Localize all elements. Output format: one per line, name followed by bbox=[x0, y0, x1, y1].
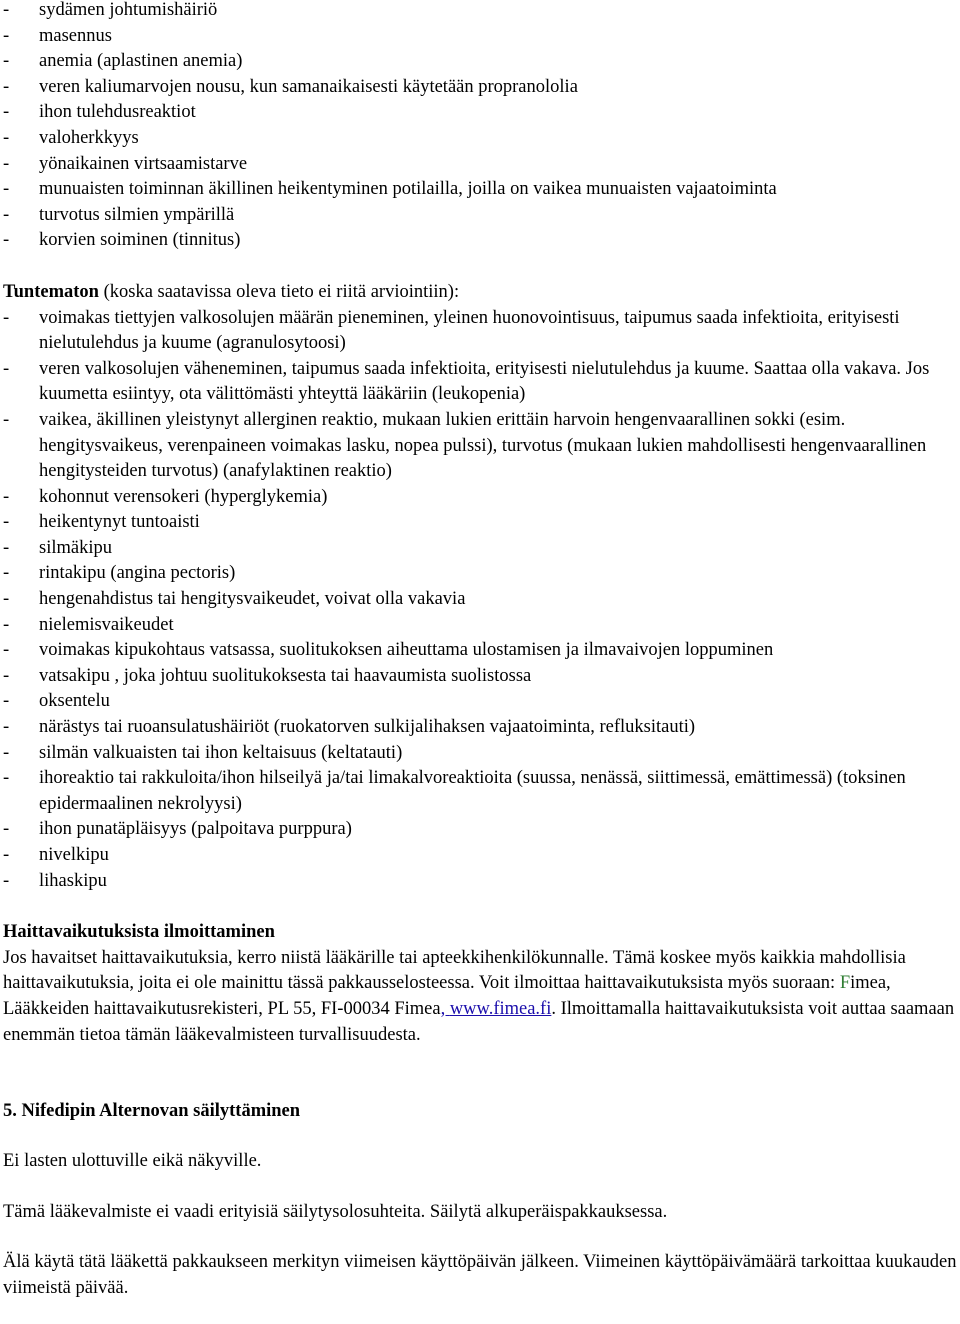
list-item: - ihon punatäpläisyys (palpoitava purppura) bbox=[3, 819, 352, 840]
side-effects-list-2 bbox=[3, 306, 960, 895]
list-item: - valoherkkyys bbox=[3, 127, 139, 148]
storage-paragraph-3: Älä käytä tätä lääkettä pakkaukseen merkityn viimeisen käyttöpäivän jälkeen. Viimeinen käyttöpäivämäärä tarkoittaa kuukauden viimeistä päivää. bbox=[3, 1251, 957, 1298]
list-item: - munuaisten toiminnan äkillinen heikentyminen potilailla, joilla on vaikea munuaisten vajaatoiminta bbox=[3, 179, 777, 200]
list-item: - turvotus silmien ympärillä bbox=[3, 204, 235, 225]
list-item: - hengenahdistus tai hengitysvaikeudet, voivat olla vakavia bbox=[3, 589, 466, 610]
list-item: - voimakas tiettyjen valkosolujen määrän pieneminen, yleinen huonovointisuus, taipumus saada infektioita, erityisesti nielutulehdus ja kuume (agranulosytoosi) bbox=[3, 307, 900, 354]
storage-paragraph-2: Tämä lääkevalmiste ei vaadi erityisiä säilytysolosuhteita. Säilytä alkuperäispakkauksessa. bbox=[3, 1202, 668, 1223]
list-item: - korvien soiminen (tinnitus) bbox=[3, 230, 241, 251]
list-item: - oksentelu bbox=[3, 691, 110, 712]
list-item: - veren kaliumarvojen nousu, kun samanaikaisesti käytetään propranololia bbox=[3, 76, 578, 97]
side-effects-list-1 bbox=[3, 0, 960, 254]
list-item: - närästys tai ruoansulatushäiriöt (ruokatorven sulkijalihaksen vajaatoiminta, refluksitauti) bbox=[3, 717, 696, 738]
list-item: - voimakas kipukohtaus vatsassa, suolitukoksen aiheuttama ulostamisen ja ilmavaivojen loppuminen bbox=[3, 640, 774, 661]
list-item: - silmäkipu bbox=[3, 537, 112, 558]
section-title: 5. Nifedipin Alternovan säilyttäminen bbox=[3, 1101, 301, 1122]
list-item: - kohonnut verensokeri (hyperglykemia) bbox=[3, 486, 328, 507]
list-item: - nivelkipu bbox=[3, 845, 109, 865]
list-item: - anemia (aplastinen anemia) bbox=[3, 51, 243, 72]
list-item: - masennus bbox=[3, 25, 112, 46]
list-item: - yönaikainen virtsaamistarve bbox=[3, 153, 248, 174]
list-item: - veren valkosolujen väheneminen, taipumus saada infektioita, erityisesti nielutulehdus ja kuume. Saattaa olla vakava. Jos kuumetta esiintyy, ota välittömästi yhteyttä lääkäriin (leukopenia) bbox=[3, 358, 930, 405]
list-item: - rintakipu (angina pectoris) bbox=[3, 563, 236, 584]
list-item: - nielemisvaikeudet bbox=[3, 614, 174, 635]
list-item: - heikentynyt tuntoaisti bbox=[3, 512, 200, 533]
list-item: - vatsakipu , joka johtuu suolitukoksesta tai haavaumista suolistossa bbox=[3, 665, 532, 686]
fimea-link[interactable]: www.fimea.fi bbox=[449, 998, 552, 1019]
storage-paragraph-1: Ei lasten ulottuville eikä näkyville. bbox=[3, 1150, 262, 1171]
reporting-paragraph: Jos havaitset haittavaikutuksia, kerro niistä lääkärille tai apteekkihenkilökunnalle. Tämä koskee myös kaikkia mahdollisia haittavaikutuksia, joita ei ole mainittu tässä pakkausselosteessa. Voit ilmoittaa haittavaikutuksista myös suoraan: Fimea, Lääkkeiden haittavaikutusrekisteri, PL 55, FI-00034 Fimea, www.fimea.fi. Ilmoittamalla haittavaikutuksista voit auttaa saamaan enemmän tietoa tämän lääkevalmisteen turvallisuudesta. bbox=[3, 947, 955, 1045]
document-page bbox=[3, 0, 960, 1301]
list-item: - silmän valkuaisten tai ihon keltaisuus (keltatauti) bbox=[3, 742, 403, 763]
list-item: - sydämen johtumishäiriö bbox=[3, 0, 218, 20]
list-item: - vaikea, äkillinen yleistynyt allerginen reaktio, mukaan lukien erittäin harvoin hengenvaarallinen sokki (esim. hengitysvaikeus, verenpaineen voimakas lasku, nopea pulssi), turvotus (mukaan lukien mahdollisesti hengenvaarallinen hengitysteiden turvotus) (anafylaktinen reaktio) bbox=[3, 409, 927, 482]
list-item: - ihon tulehdusreaktiot bbox=[3, 102, 196, 123]
list-item: - ihoreaktio tai rakkuloita/ihon hilseilyä ja/tai limakalvoreaktioita (suussa, nenässä, siittimessä, emättimessä) (toksinen epidermaalinen nekrolyysi) bbox=[3, 768, 906, 814]
list-item: - lihaskipu bbox=[3, 870, 107, 891]
reporting-heading: Haittavaikutuksista ilmoittaminen bbox=[3, 922, 275, 943]
unknown-frequency-heading: Tuntematon (koska saatavissa oleva tieto ei riitä arviointiin): bbox=[3, 281, 460, 302]
